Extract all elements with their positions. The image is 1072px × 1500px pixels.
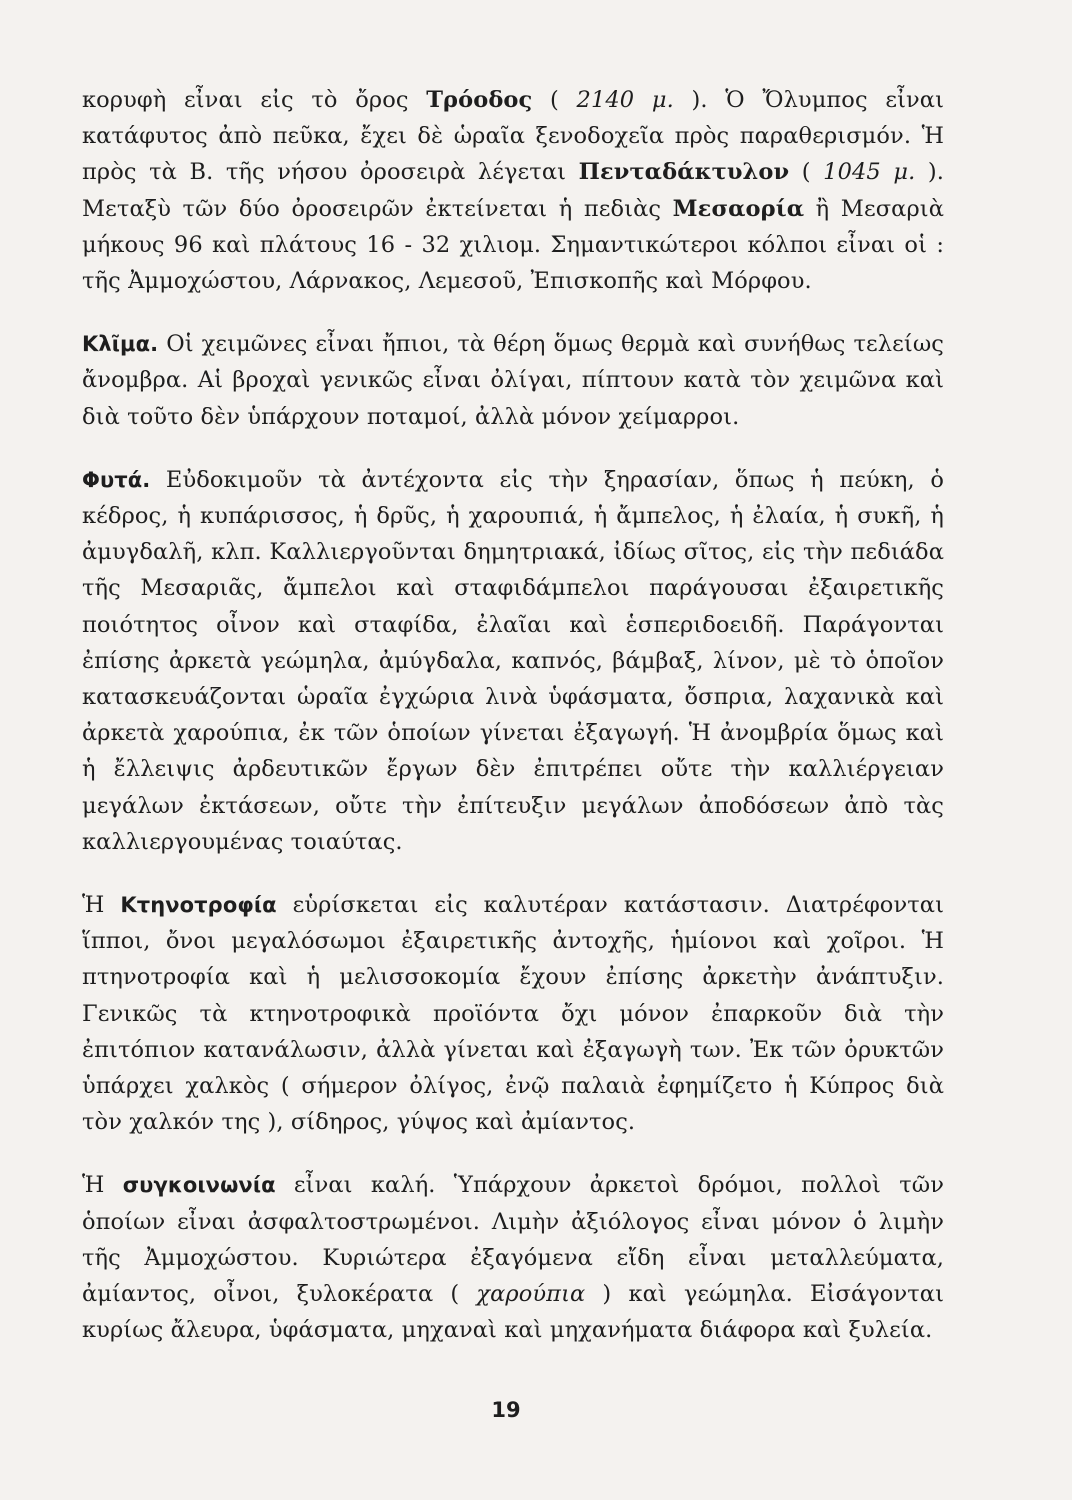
text-segment: κορυφὴ εἶναι εἰς τὸ ὄρος <box>82 87 427 113</box>
text-segment: εἶναι καλή. Ὑπάρχουν ἀρκετοὶ δρόμοι, πολλοὶ τῶν ὁποίων εἶναι ἀσφαλτοστρωμένοι. Λιμὴν ἀξιόλογος εἶναι μόνον ὁ λιμὴν τῆς Ἀμμοχώστου. Κυριώτερα ἐξαγόμενα εἴδη εἶναι μεταλλεύματα, ἀμίαντος, οἶνοι, ξυλοκέρατα ( <box>82 1172 944 1308</box>
paragraph-livestock <box>82 887 944 1140</box>
paragraph-plants <box>82 462 944 860</box>
section-heading-livestock: Κτηνοτροφία <box>120 893 277 918</box>
text-segment: ) καὶ γεώμηλα. Εἰσάγονται κυρίως ἄλευρα, ὑφάσματα, μηχαναὶ καὶ μηχανήματα διάφορα καὶ ξυλεία. <box>82 1281 944 1344</box>
text-segment: Ἡ <box>82 892 121 919</box>
paragraph-climate <box>82 326 944 435</box>
text-segment: ). Ὁ Ὄλυμπος εἶναι κατάφυτος ἀπὸ πεῦκα, ἔχει δὲ ὡραῖα ξενοδοχεῖα πρὸς παραθερισμόν. Ἡ πρὸς τὰ Β. τῆς νήσου ὀροσειρὰ λέγεται <box>82 87 944 186</box>
text-segment: ἢ Μεσαριὰ μήκους 96 καὶ πλάτους 16 - 32 χιλιομ. Σημαντικώτεροι κόλποι εἶναι οἱ : τῆς Ἀμμοχώστου, Λάρνακος, Λεμεσοῦ, Ἐπισκοπῆς καὶ Μόρφου. <box>82 195 944 295</box>
section-heading-climate: Κλῖμα. <box>82 332 159 357</box>
text-segment: ( <box>532 87 577 113</box>
text-segment: Εὐδοκιμοῦν τὰ ἀντέχοντα εἰς τὴν ξηρασίαν, ὅπως ἡ πεύκη, ὁ κέδρος, ἡ κυπάρισσος, ἡ δρῦς, ἡ χαρουπιά, ἡ ἄμπελος, ἡ ἐλαία, ἡ συκῆ, ἡ ἀμυγδαλῆ, κλπ. Καλλιεργοῦνται δημητριακά, ἰδίως σῖτος, εἰς τὴν πεδιάδα τῆς Μεσαριᾶς, ἄμπελοι καὶ σταφιδάμπελοι παράγουσαι ἐξαιρετικῆς ποιότητος οἶνον καὶ σταφίδα, ἐλαῖαι καὶ ἑσπεριδοειδῆ. Παράγονται ἐπίσης ἀρκετὰ γεώμηλα, ἀμύγδαλα, καπνός, βάμβαξ, λίνον, μὲ τὸ ὁποῖον κατασκευάζονται ὡραῖα ἐγχώρια λινὰ ὑφάσματα, ὄσπρια, λαχανικὰ καὶ ἀρκετὰ χαρούπια, ἐκ τῶν ὁποίων γίνεται ἐξαγωγή. Ἡ ἀνομβρία ὅμως καὶ ἡ ἔλλειψις ἀρδευτικῶν ἔργων δὲν ἐπιτρέπει οὔτε τὴν καλλιέργειαν μεγάλων ἐκτάσεων, οὔτε τὴν ἐπίτευξιν μεγάλων ἀποδόσεων ἀπὸ τὰς καλλιεργουμένας τοιαύτας. <box>82 466 944 855</box>
term-charoupia: χαρούπια <box>476 1281 586 1308</box>
page-number: 19 <box>491 1398 521 1422</box>
term-troodos: Τρόοδος <box>426 87 533 113</box>
text-segment: ). Μεταξὺ τῶν δύο ὀροσειρῶν ἐκτείνεται ἡ πεδιὰς <box>82 159 944 222</box>
paragraph-communications <box>82 1167 944 1348</box>
section-heading-plants: Φυτά. <box>82 467 151 492</box>
text-segment: ( <box>789 159 824 186</box>
paragraph-geography <box>82 82 944 299</box>
text-segment: εὑρίσκεται εἰς καλυτέραν κατάστασιν. Διατρέφονται ἵπποι, ὄνοι μεγαλόσωμοι ἐξαιρετικῆς ἀντοχῆς, ἡμίονοι καὶ χοῖροι. Ἡ πτηνοτροφία καὶ ἡ μελισσοκομία ἔχουν ἐπίσης ἀρκετὴν ἀνάπτυξιν. Γενικῶς τὰ κτηνοτροφικὰ προϊόντα ὄχι μόνον ἐπαρκοῦν διὰ τὴν ἐπιτόπιον κατανάλωσιν, ἀλλὰ γίνεται καὶ ἐξαγωγὴ των. Ἐκ τῶν ὀρυκτῶν ὑπάρχει χαλκὸς ( σήμερον ὀλίγος, ἐνῷ παλαιὰ ἐφημίζετο ἡ Κύπρος διὰ τὸν χαλκόν της ), σίδηρος, γύψος καὶ ἀμίαντος. <box>82 892 944 1136</box>
section-heading-communications: συγκοινωνία <box>122 1173 276 1198</box>
altitude-troodos: 2140 μ. <box>576 87 674 113</box>
altitude-pentadaktylon: 1045 μ. <box>823 159 916 186</box>
text-segment: Οἱ χειμῶνες εἶναι ἤπιοι, τὰ θέρη ὅμως θερμὰ καὶ συνήθως τελείως ἄνομβρα. Αἱ βροχαὶ γενικῶς εἶναι ὀλίγαι, πίπτουν κατὰ τὸν χειμῶνα καὶ διὰ τοῦτο δὲν ὑπάρχουν ποταμοί, ἀλλὰ μόνον χείμαρροι. <box>82 331 944 430</box>
text-segment: Ἡ <box>82 1172 123 1199</box>
term-pentadaktylon: Πενταδάκτυλον <box>578 159 790 186</box>
term-mesaoria: Μεσαορία <box>672 195 805 222</box>
